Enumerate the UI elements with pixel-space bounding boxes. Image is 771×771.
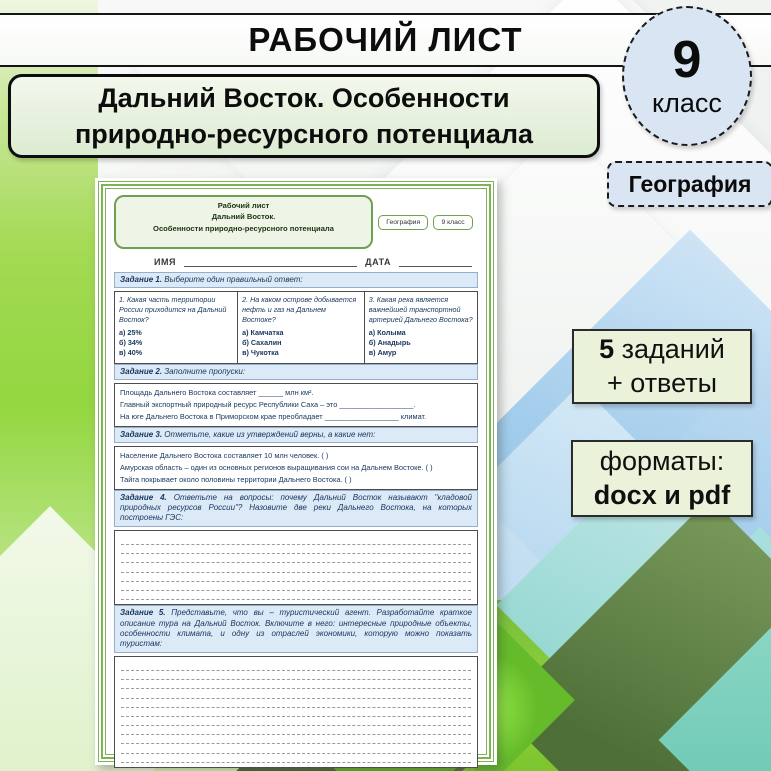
- writing-line: [121, 689, 471, 698]
- writing-line: [121, 554, 471, 563]
- doc-title-line2: Дальний Восток.: [211, 212, 276, 222]
- answers-line: + ответы: [607, 367, 717, 398]
- writing-line: [121, 591, 471, 600]
- grade-number: 9: [672, 30, 702, 89]
- task1-q3-option-b: б) Анадырь: [368, 337, 411, 347]
- task3-line3: Тайга покрывает около половины территории Дальнего Востока. ( ): [120, 474, 352, 484]
- writing-line: [121, 563, 471, 572]
- formats-value: [594, 479, 731, 513]
- writing-line: [121, 671, 471, 680]
- task3-statements-box: [114, 446, 478, 490]
- task3-number: Задание 3.: [120, 429, 163, 439]
- task1-q3-option-c: в) Амур: [368, 348, 397, 358]
- name-date-row: [154, 256, 472, 267]
- task1-number: Задание 1.: [120, 275, 163, 284]
- worksheet-title-line1: Дальний Восток. Особенности: [98, 82, 510, 113]
- task1-question-cell: [365, 292, 477, 362]
- task1-q3: 3. Какая река является важнейшей транспортной артерией Дальнего Востока?: [368, 295, 473, 324]
- task1-q3-option-a: а) Колыма: [368, 327, 406, 337]
- formats-value-bold: docx и pdf: [593, 479, 731, 510]
- task3-instruction: Отметьте, какие из утверждений верны, а какие нет:: [162, 429, 376, 439]
- doc-subject-badge: География: [378, 215, 428, 230]
- writing-line: [121, 536, 471, 545]
- worksheet-title-line2: природно-ресурсного потенциала: [74, 119, 534, 149]
- task2-line2: Главный экспортный природный ресурс Республики Саха – это __________________.: [120, 400, 416, 410]
- task2-line1: Площадь Дальнего Востока составляет ______ млн км².: [120, 388, 314, 398]
- task3-header: [114, 427, 478, 443]
- worksheet-content: [107, 190, 485, 753]
- task4-instruction: Ответьте на вопросы: почему Дальний Восток называют "кладовой природных ресурсов России"? Назовите две реки Дальнего Востока, на которых построены ГЭС:: [120, 492, 473, 523]
- task4-header: [114, 490, 478, 527]
- tasks-count-word: заданий: [614, 333, 725, 364]
- task1-table: [114, 291, 478, 363]
- task1-q1-option-b: б) 34%: [119, 337, 143, 347]
- formats-box: [571, 440, 753, 517]
- date-label: ДАТА: [365, 257, 392, 267]
- worksheet-page: [95, 178, 497, 765]
- writing-line: [121, 573, 471, 582]
- name-label: ИМЯ: [154, 257, 176, 267]
- task2-header: [114, 364, 478, 380]
- doc-header: [114, 195, 478, 249]
- task2-instruction: Заполните пропуски:: [162, 366, 246, 376]
- writing-line: [121, 735, 471, 744]
- writing-line: [121, 744, 471, 753]
- writing-line: [121, 726, 471, 735]
- writing-line: [121, 545, 471, 554]
- task2-number: Задание 2.: [120, 366, 163, 376]
- formats-label: форматы:: [599, 445, 725, 476]
- tasks-count-box: [572, 329, 752, 404]
- writing-line: [121, 754, 471, 763]
- task3-line2: Амурская область – один из основных регионов выращивания сои на Дальнем Востоке. ( ): [120, 463, 433, 473]
- task1-q1: 1. Какая часть территории России приходится на Дальний Восток?: [119, 295, 227, 324]
- writing-line: [121, 582, 471, 591]
- task1-q1-option-c: в) 40%: [119, 348, 143, 358]
- date-blank-line: [399, 256, 472, 267]
- task4-answer-lines: [114, 530, 478, 605]
- task1-q2: 2. На каком острове добывается нефть и газ на Дальнем Востоке?: [242, 295, 357, 324]
- subject-badge: [607, 161, 771, 207]
- doc-title-box: [114, 195, 373, 249]
- task4-number: Задание 4.: [120, 492, 167, 502]
- writing-line: [121, 680, 471, 689]
- task1-q1-option-a: а) 25%: [119, 327, 142, 337]
- writing-line: [121, 717, 471, 726]
- task2-fill-box: [114, 383, 478, 427]
- task5-header: [114, 605, 478, 653]
- writing-line: [121, 708, 471, 717]
- tasks-count-line: [599, 333, 725, 367]
- name-blank-line: [184, 256, 357, 267]
- doc-badges: [373, 215, 478, 230]
- task2-line3: На юге Дальнего Востока в Приморском крае преобладает __________________ климат.: [120, 411, 427, 421]
- task1-q2-option-b: б) Сахалин: [242, 337, 282, 347]
- grade-badge: [622, 6, 752, 146]
- task1-header: [114, 272, 478, 288]
- subject-label: География: [628, 170, 752, 197]
- task1-question-cell: [238, 292, 365, 362]
- doc-grade-badge: 9 класс: [433, 215, 472, 230]
- task1-q2-option-a: а) Камчатка: [242, 327, 284, 337]
- task1-instruction: Выберите один правильный ответ:: [162, 275, 303, 284]
- task5-instruction: Представьте, что вы – туристический агент. Разработайте краткое описание тура на Дальний Восток. Включите в него: интересные природные объекты, особенности климата, и одну из отраслей экономики, которую можно показать туристам:: [120, 608, 472, 649]
- task5-answer-lines: [114, 656, 478, 768]
- writing-line: [121, 699, 471, 708]
- task1-q2-option-c: в) Чукотка: [242, 348, 279, 358]
- task1-question-cell: [115, 292, 238, 362]
- grade-word: класс: [652, 87, 722, 118]
- writing-line: [121, 662, 471, 671]
- tasks-count-number: 5: [599, 333, 615, 364]
- worksheet-title-box: [8, 74, 600, 158]
- task3-line1: Население Дальнего Востока составляет 10 млн человек. ( ): [120, 451, 329, 461]
- doc-title-line3: Особенности природно-ресурсного потенциала: [153, 223, 334, 233]
- task5-number: Задание 5.: [120, 608, 166, 618]
- banner-title: РАБОЧИЙ ЛИСТ: [248, 21, 523, 58]
- doc-title-line1: Рабочий лист: [217, 201, 270, 210]
